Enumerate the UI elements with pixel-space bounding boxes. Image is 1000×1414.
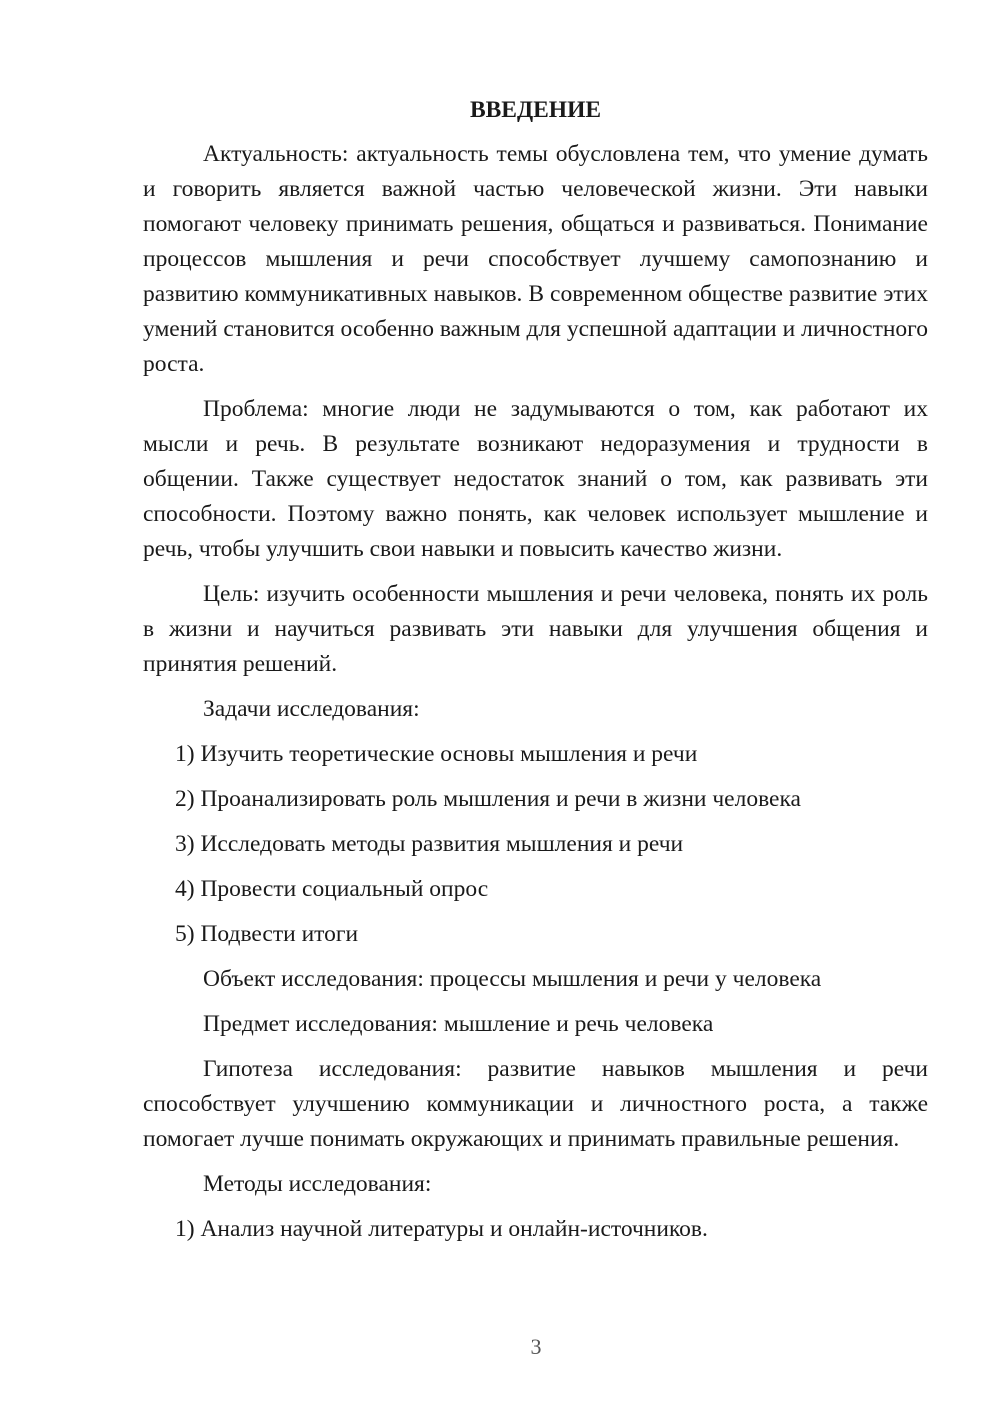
- page-title: ВВЕДЕНИЕ: [469, 97, 602, 123]
- tasks-heading: Задачи исследования:: [203, 696, 420, 722]
- methods-heading: Методы исследования:: [203, 1171, 432, 1197]
- problem-paragraph: Проблема: многие люди не задумываются о том, как работают их мысли и речь. В результате возникают недоразумения и трудности в общении. Также существует недостаток знаний о том, как развивать эти способности. Поэтому важно понять, как человек использует мышление и речь, чтобы улучшить свои навыки и повысить качество жизни.: [143, 396, 928, 562]
- goal-paragraph: Цель: изучить особенности мышления и речи человека, понять их роль в жизни и научиться развивать эти навыки для улучшения общения и принятия решений.: [143, 581, 928, 677]
- task-item-4: 4) Провести социальный опрос: [175, 876, 489, 902]
- relevance-paragraph: Актуальность: актуальность темы обусловлена тем, что умение думать и говорить является важной частью человеческой жизни. Эти навыки помогают человеку принимать решения, общаться и развиваться. Понимание процессов мышления и речи способствует лучшему самопознанию и развитию коммуникативных навыков. В современном обществе развитие этих умений становится особенно важным для успешной адаптации и личностного роста.: [143, 141, 928, 377]
- method-item-1: 1) Анализ научной литературы и онлайн-источников.: [175, 1216, 708, 1242]
- task-item-1: 1) Изучить теоретические основы мышления и речи: [175, 741, 698, 767]
- task-item-2: 2) Проанализировать роль мышления и речи в жизни человека: [175, 786, 801, 812]
- page-content: [143, 93, 928, 1257]
- hypothesis-paragraph: Гипотеза исследования: развитие навыков мышления и речи способствует улучшению коммуникации и личностного роста, а также помогает лучше понимать окружающих и принимать правильные решения.: [143, 1056, 928, 1152]
- object-paragraph: Объект исследования: процессы мышления и речи у человека: [203, 966, 822, 992]
- task-item-5: 5) Подвести итоги: [175, 921, 359, 947]
- page-number: 3: [530, 1334, 542, 1359]
- subject-paragraph: Предмет исследования: мышление и речь человека: [203, 1011, 714, 1037]
- task-item-3: 3) Исследовать методы развития мышления и речи: [175, 831, 684, 857]
